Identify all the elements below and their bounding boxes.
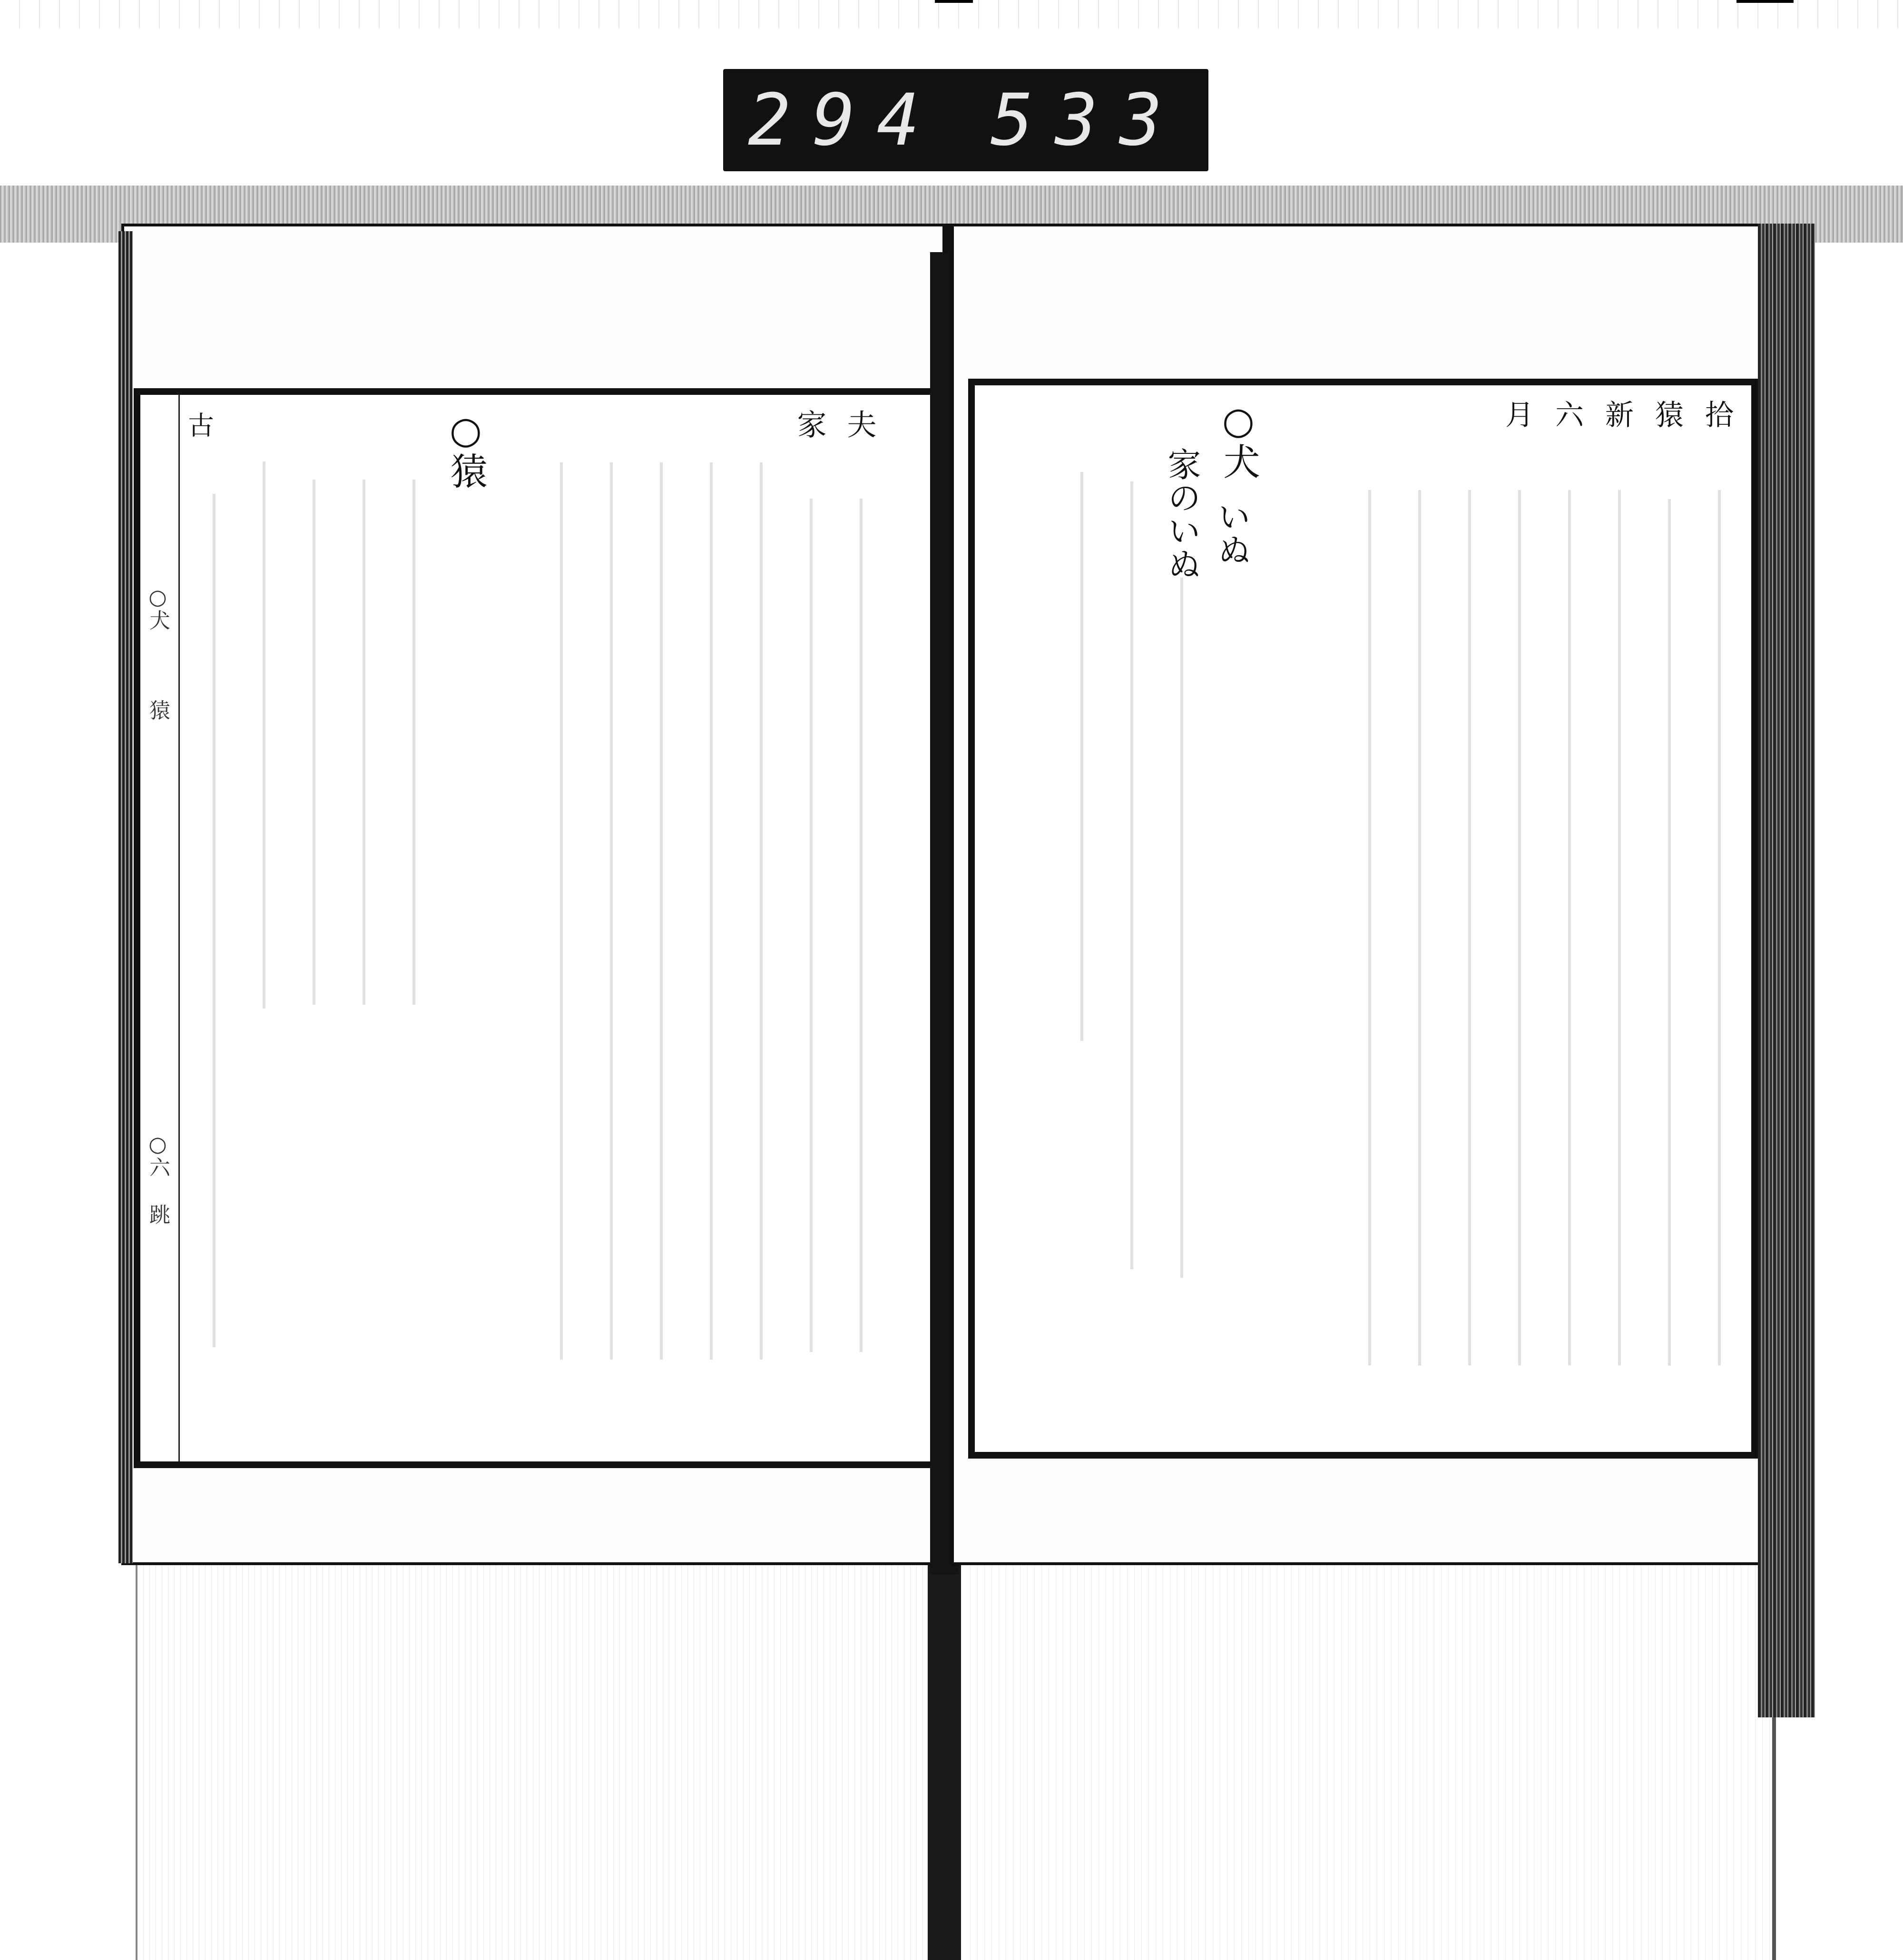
head-char: 猿 [1650,400,1684,428]
spine-gutter-lower [928,1565,961,1960]
section-heading-saru: ○猿 [444,409,487,489]
handwritten-column [1353,452,1386,1403]
head-char: 古 [184,412,214,438]
page-edges [118,231,133,1563]
handwritten-column [545,423,578,1399]
handwritten-column [645,423,678,1399]
head-char: 家 [792,409,827,439]
head-char: 月 [1501,400,1534,428]
handwritten-column [844,461,878,1389]
handwritten-column [1453,452,1486,1403]
head-char: 拾 [1700,400,1734,428]
crop-mark [1736,0,1794,3]
handwritten-column [695,423,728,1399]
margin-label: ○犬 [146,585,170,630]
under-page-right [963,1560,1776,1960]
margin-rule [178,395,180,1461]
handwritten-column [1403,452,1436,1403]
handwritten-column [347,457,381,1028]
frame-number-right: 533 [991,78,1184,162]
book-spread [121,224,1829,1575]
scan-noise [0,0,1903,29]
handwritten-column [397,457,431,1028]
head-char: 六 [1550,400,1584,428]
handwritten-column [595,423,628,1399]
margin-label: 跳 [146,1204,170,1225]
crop-mark [935,0,973,3]
handwritten-column [1603,452,1636,1403]
handwritten-column [1165,547,1198,1308]
left-text-frame [134,388,942,1468]
right-text-frame [968,379,1758,1459]
handwritten-column [247,438,281,1032]
left-page [121,224,949,1565]
film-frame-label [723,69,1208,171]
handwritten-column [795,461,828,1389]
section-heading-inu: ○犬 [1217,400,1260,480]
inu-term: 家のいぬ [1162,447,1201,580]
handwritten-column [1553,452,1586,1403]
margin-label: ○六 [146,1132,170,1177]
frame-number-left: 294 [748,78,941,162]
section-reading-inu: いぬ [1212,500,1251,566]
handwritten-column [1065,447,1099,1066]
handwritten-column [745,423,778,1399]
right-page [949,224,1786,1565]
handwritten-column [1703,452,1736,1403]
handwritten-column [197,457,231,1384]
page-edges-right [1758,224,1815,1717]
handwritten-column [297,457,331,1028]
handwritten-column [1115,447,1148,1303]
head-char: 夫 [842,409,877,439]
head-char: 新 [1600,400,1634,428]
handwritten-column [1503,452,1536,1403]
under-page-left [136,1560,937,1960]
margin-label: 猿 [146,699,170,720]
handwritten-column [1653,461,1686,1403]
